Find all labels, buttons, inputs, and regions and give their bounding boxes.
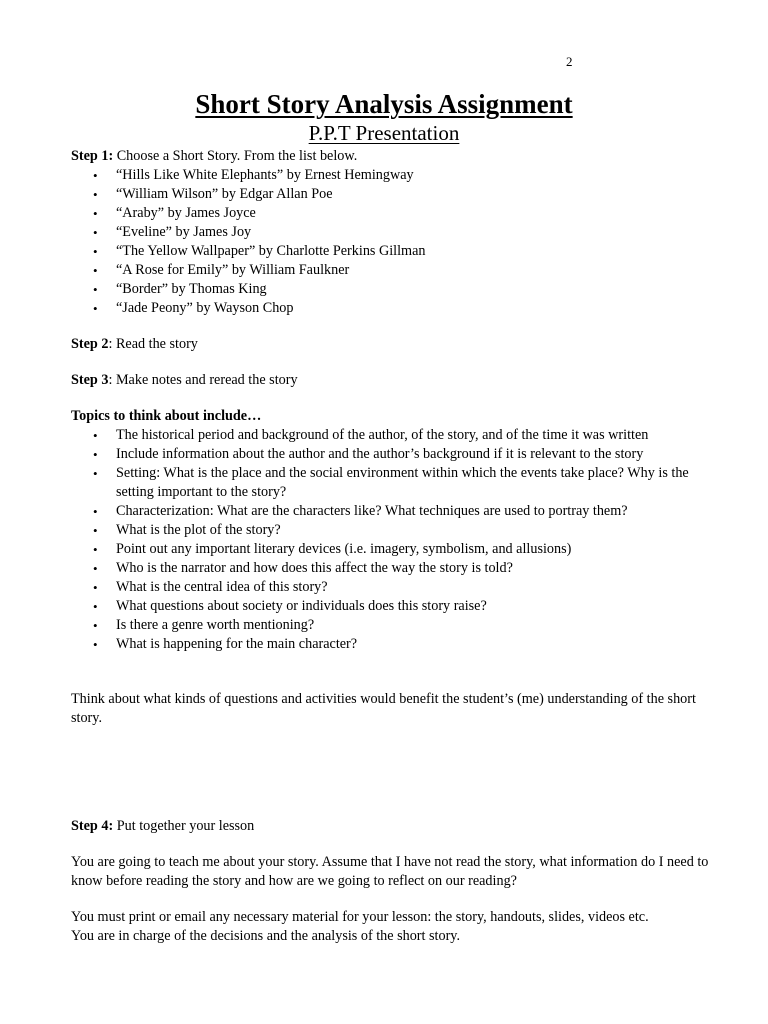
topic-list-item [71, 426, 711, 445]
topic-list-item [71, 616, 711, 635]
bullet-icon: • [93, 244, 98, 259]
topic-list-item [71, 578, 711, 597]
teach-paragraph: You are going to teach me about your story. Assume that I have not read the story, what information do I need to know before reading the story and how are we going to reflect on our reading? [71, 854, 709, 889]
document-body [71, 147, 711, 946]
bullet-icon: • [93, 282, 98, 297]
bullet-icon: • [93, 466, 98, 481]
page-number: 2 [566, 54, 573, 69]
bullet-icon: • [93, 637, 98, 652]
bullet-icon: • [93, 225, 98, 240]
step-1-label: Step 1: [71, 148, 114, 164]
bullet-icon: • [93, 561, 98, 576]
story-title: “Hills Like White Elephants” by Ernest Hemingway [116, 167, 414, 183]
step-3-line [71, 371, 711, 390]
step-1-text: Choose a Short Story. From the list below. [113, 148, 358, 164]
step-4-text: Put together your lesson [113, 818, 255, 834]
topic-text: Include information about the author and the author’s background if it is relevant to the story [116, 446, 644, 462]
story-list-item [71, 185, 711, 204]
topic-list-item [71, 540, 711, 559]
topic-text: Who is the narrator and how does this affect the way the story is told? [116, 560, 513, 576]
bullet-icon: • [93, 447, 98, 462]
story-list-item [71, 261, 711, 280]
story-list-item [71, 204, 711, 223]
story-list [71, 166, 711, 318]
step-2-line [71, 335, 711, 354]
story-list-item [71, 223, 711, 242]
topic-text: Is there a genre worth mentioning? [116, 617, 315, 633]
topic-text: Point out any important literary devices (i.e. imagery, symbolism, and allusions) [116, 541, 572, 557]
story-list-item [71, 280, 711, 299]
bullet-icon: • [93, 523, 98, 538]
bullet-icon: • [93, 580, 98, 595]
topic-text: What is the plot of the story? [116, 522, 281, 538]
topics-list [71, 426, 711, 654]
spacer [71, 390, 711, 407]
step-4-label: Step 4: [71, 818, 114, 834]
step-1-line [71, 147, 711, 166]
bullet-icon: • [93, 187, 98, 202]
story-list-item [71, 242, 711, 261]
step-4-line [71, 817, 711, 836]
think-paragraph: Think about what kinds of questions and activities would benefit the student’s (me) understanding of the short story. [71, 691, 696, 726]
bullet-icon: • [93, 428, 98, 443]
topic-list-item [71, 559, 711, 578]
story-title: “The Yellow Wallpaper” by Charlotte Perkins Gillman [116, 243, 426, 259]
step-3-text: : Make notes and reread the story [108, 372, 298, 388]
page-subtitle: P.P.T Presentation [308, 121, 460, 145]
topic-text: Characterization: What are the characters like? What techniques are used to portray them? [116, 503, 628, 519]
topic-list-item [71, 445, 711, 464]
step-2-label: Step 2 [71, 336, 109, 352]
spacer [71, 836, 711, 853]
topic-list-item [71, 502, 711, 521]
step-3-label: Step 3 [71, 372, 109, 388]
bullet-icon: • [93, 168, 98, 183]
topics-heading: Topics to think about include… [71, 408, 262, 424]
page-title: Short Story Analysis Assignment [195, 89, 573, 119]
story-list-item [71, 166, 711, 185]
bullet-icon: • [93, 206, 98, 221]
topic-text: What is the central idea of this story? [116, 579, 328, 595]
topic-list-item [71, 597, 711, 616]
spacer [71, 654, 711, 690]
spacer [71, 354, 711, 371]
story-title: “Araby” by James Joyce [116, 205, 256, 221]
topic-text: What questions about society or individuals does this story raise? [116, 598, 487, 614]
story-title: “Eveline” by James Joy [116, 224, 252, 240]
print-paragraph-line-1: You must print or email any necessary material for your lesson: the story, handouts, slides, videos etc. [71, 909, 649, 925]
spacer [71, 318, 711, 335]
topic-list-item [71, 635, 711, 654]
bullet-icon: • [93, 263, 98, 278]
spacer [71, 728, 711, 817]
bullet-icon: • [93, 618, 98, 633]
topic-text: Setting: What is the place and the social environment within which the events take place? Why is the setting important to the story? [116, 465, 689, 500]
topic-text: The historical period and background of the author, of the story, and of the time it was written [116, 427, 649, 443]
story-title: “Border” by Thomas King [116, 281, 267, 297]
bullet-icon: • [93, 301, 98, 316]
bullet-icon: • [93, 599, 98, 614]
story-title: “A Rose for Emily” by William Faulkner [116, 262, 350, 278]
print-paragraph-line-2: You are in charge of the decisions and the analysis of the short story. [71, 928, 461, 944]
bullet-icon: • [93, 542, 98, 557]
spacer [71, 891, 711, 908]
topic-list-item [71, 464, 711, 502]
topic-text: What is happening for the main character? [116, 636, 358, 652]
story-title: “William Wilson” by Edgar Allan Poe [116, 186, 333, 202]
step-2-text: : Read the story [108, 336, 198, 352]
topic-list-item [71, 521, 711, 540]
story-list-item [71, 299, 711, 318]
bullet-icon: • [93, 504, 98, 519]
story-title: “Jade Peony” by Wayson Chop [116, 300, 294, 316]
